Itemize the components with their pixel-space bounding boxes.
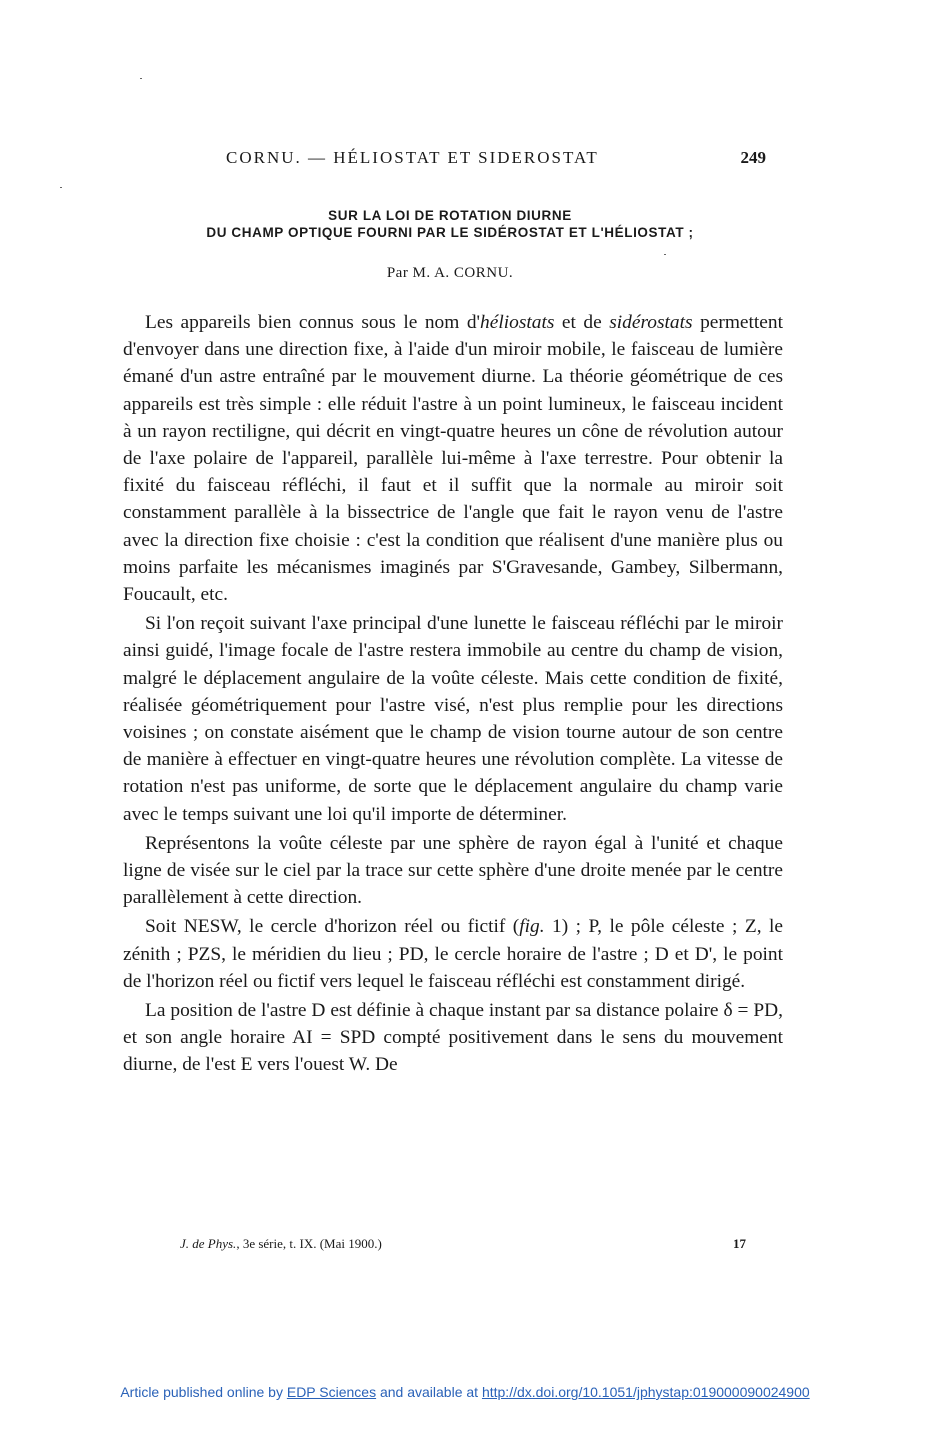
paragraph-5: La position de l'astre D est définie à chaque instant par sa distance polaire δ = PD, et son angle horaire AI = SPD compté positivement dans le sens du mouvement diurne, de l'est E vers l'ouest W. De [123, 1000, 783, 1076]
attribution-prefix: Article published online by [120, 1384, 287, 1400]
publisher-attribution [0, 1384, 930, 1400]
paragraph-4 [123, 913, 783, 995]
journal-volume: , 3e série, t. IX. (Mai 1900.) [236, 1236, 382, 1251]
paragraph-2: Si l'on reçoit suivant l'axe principal d'une lunette le faisceau réfléchi par le miroir ainsi guidé, l'image focale de l'astre restera immobile au centre du champ de vision, malgré le déplacement angulaire de la voûte céleste. Mais cette condition de fixité, réalisée géométriquement pour l'astre visé, n'est plus remplie pour les directions voisines ; on constate aisément que le champ de vision tourne autour de son centre de manière à effectuer en vingt-quatre heures une révolution complète. La vitesse de rotation n'est pas uniforme, de sorte que le déplacement angulaire du champ varie avec le temps suivant une loi qu'il importe de déterminer. [123, 613, 783, 825]
term-siderostats: sidérostats [609, 312, 693, 333]
journal-name: J. de Phys. [180, 1236, 237, 1251]
term-heliostats: héliostats [480, 312, 555, 333]
author-byline: Par M. A. CORNU. [386, 265, 514, 281]
publisher-link[interactable]: EDP Sciences [286, 1384, 377, 1400]
journal-footer [180, 1236, 746, 1254]
article-title [130, 207, 770, 241]
paragraph-1-start: Les appareils bien connus sous le nom d' [145, 312, 481, 333]
article-body [123, 309, 783, 1081]
scan-speck [60, 187, 62, 188]
figure-reference: fig. [519, 916, 545, 938]
running-head-title: CORNU. — HÉLIOSTAT ET SIDEROSTAT [226, 148, 599, 167]
running-head [226, 148, 766, 170]
article-title-line-2: DU CHAMP OPTIQUE FOURNI PAR LE SIDÉROSTAT ET L'HÉLIOSTAT ; [206, 225, 694, 240]
scan-speck [140, 78, 142, 79]
sheet-number: 17 [733, 1236, 746, 1251]
article-title-line-1: SUR LA LOI DE ROTATION DIURNE [328, 208, 572, 223]
paragraph-4-start: Soit NESW, le cercle d'horizon réel ou fictif ( [145, 916, 520, 938]
page-number: 249 [740, 148, 766, 167]
paragraph-1 [123, 309, 783, 608]
paragraph-1-rest: permettent d'envoyer dans une direction fixe, à l'aide d'un miroir mobile, le faisceau de lumière émané d'un astre entraîné par le mouvement diurne. La théorie géométrique de ces appareils est très simple : elle réduit l'astre à un point lumineux, le faisceau incident à un rayon rectiligne, qui décrit en vingt-quatre heures un cône de révolution autour de l'axe polaire de l'appareil, parallèle lui-même à l'axe terrestre. Pour obtenir la fixité du faisceau réfléchi, il faut et il suffit que la normale au miroir soit constamment parallèle à la bissectrice de l'angle que fait le rayon venu de l'astre avec la direction fixe choisie : c'est la condition que réalisent d'une manière plus ou moins parfaite les mécanismes imaginés par S'Gravesande, Gambey, Silbermann, Foucault, etc. [123, 312, 783, 606]
journal-citation [180, 1236, 382, 1252]
paragraph-4-rest: 1) ; P, le pôle céleste ; Z, le zénith ; PZS, le méridien du lieu ; PD, le cercle horaire de l'astre ; D et D', le point de l'horizon réel ou fictif vers lequel le faisceau réfléchi est constamment dirigé. [123, 916, 784, 992]
paragraph-1-mid: et de [554, 312, 610, 333]
attribution-middle: and available at [376, 1384, 482, 1400]
doi-link[interactable]: http://dx.doi.org/10.1051/jphystap:019000090024900 [481, 1384, 810, 1400]
scan-speck [664, 254, 666, 255]
paragraph-3: Représentons la voûte céleste par une sphère de rayon égal à l'unité et chaque ligne de visée sur le ciel par la trace sur cette sphère d'une droite menée par le centre parallèlement à cette direction. [123, 832, 783, 909]
